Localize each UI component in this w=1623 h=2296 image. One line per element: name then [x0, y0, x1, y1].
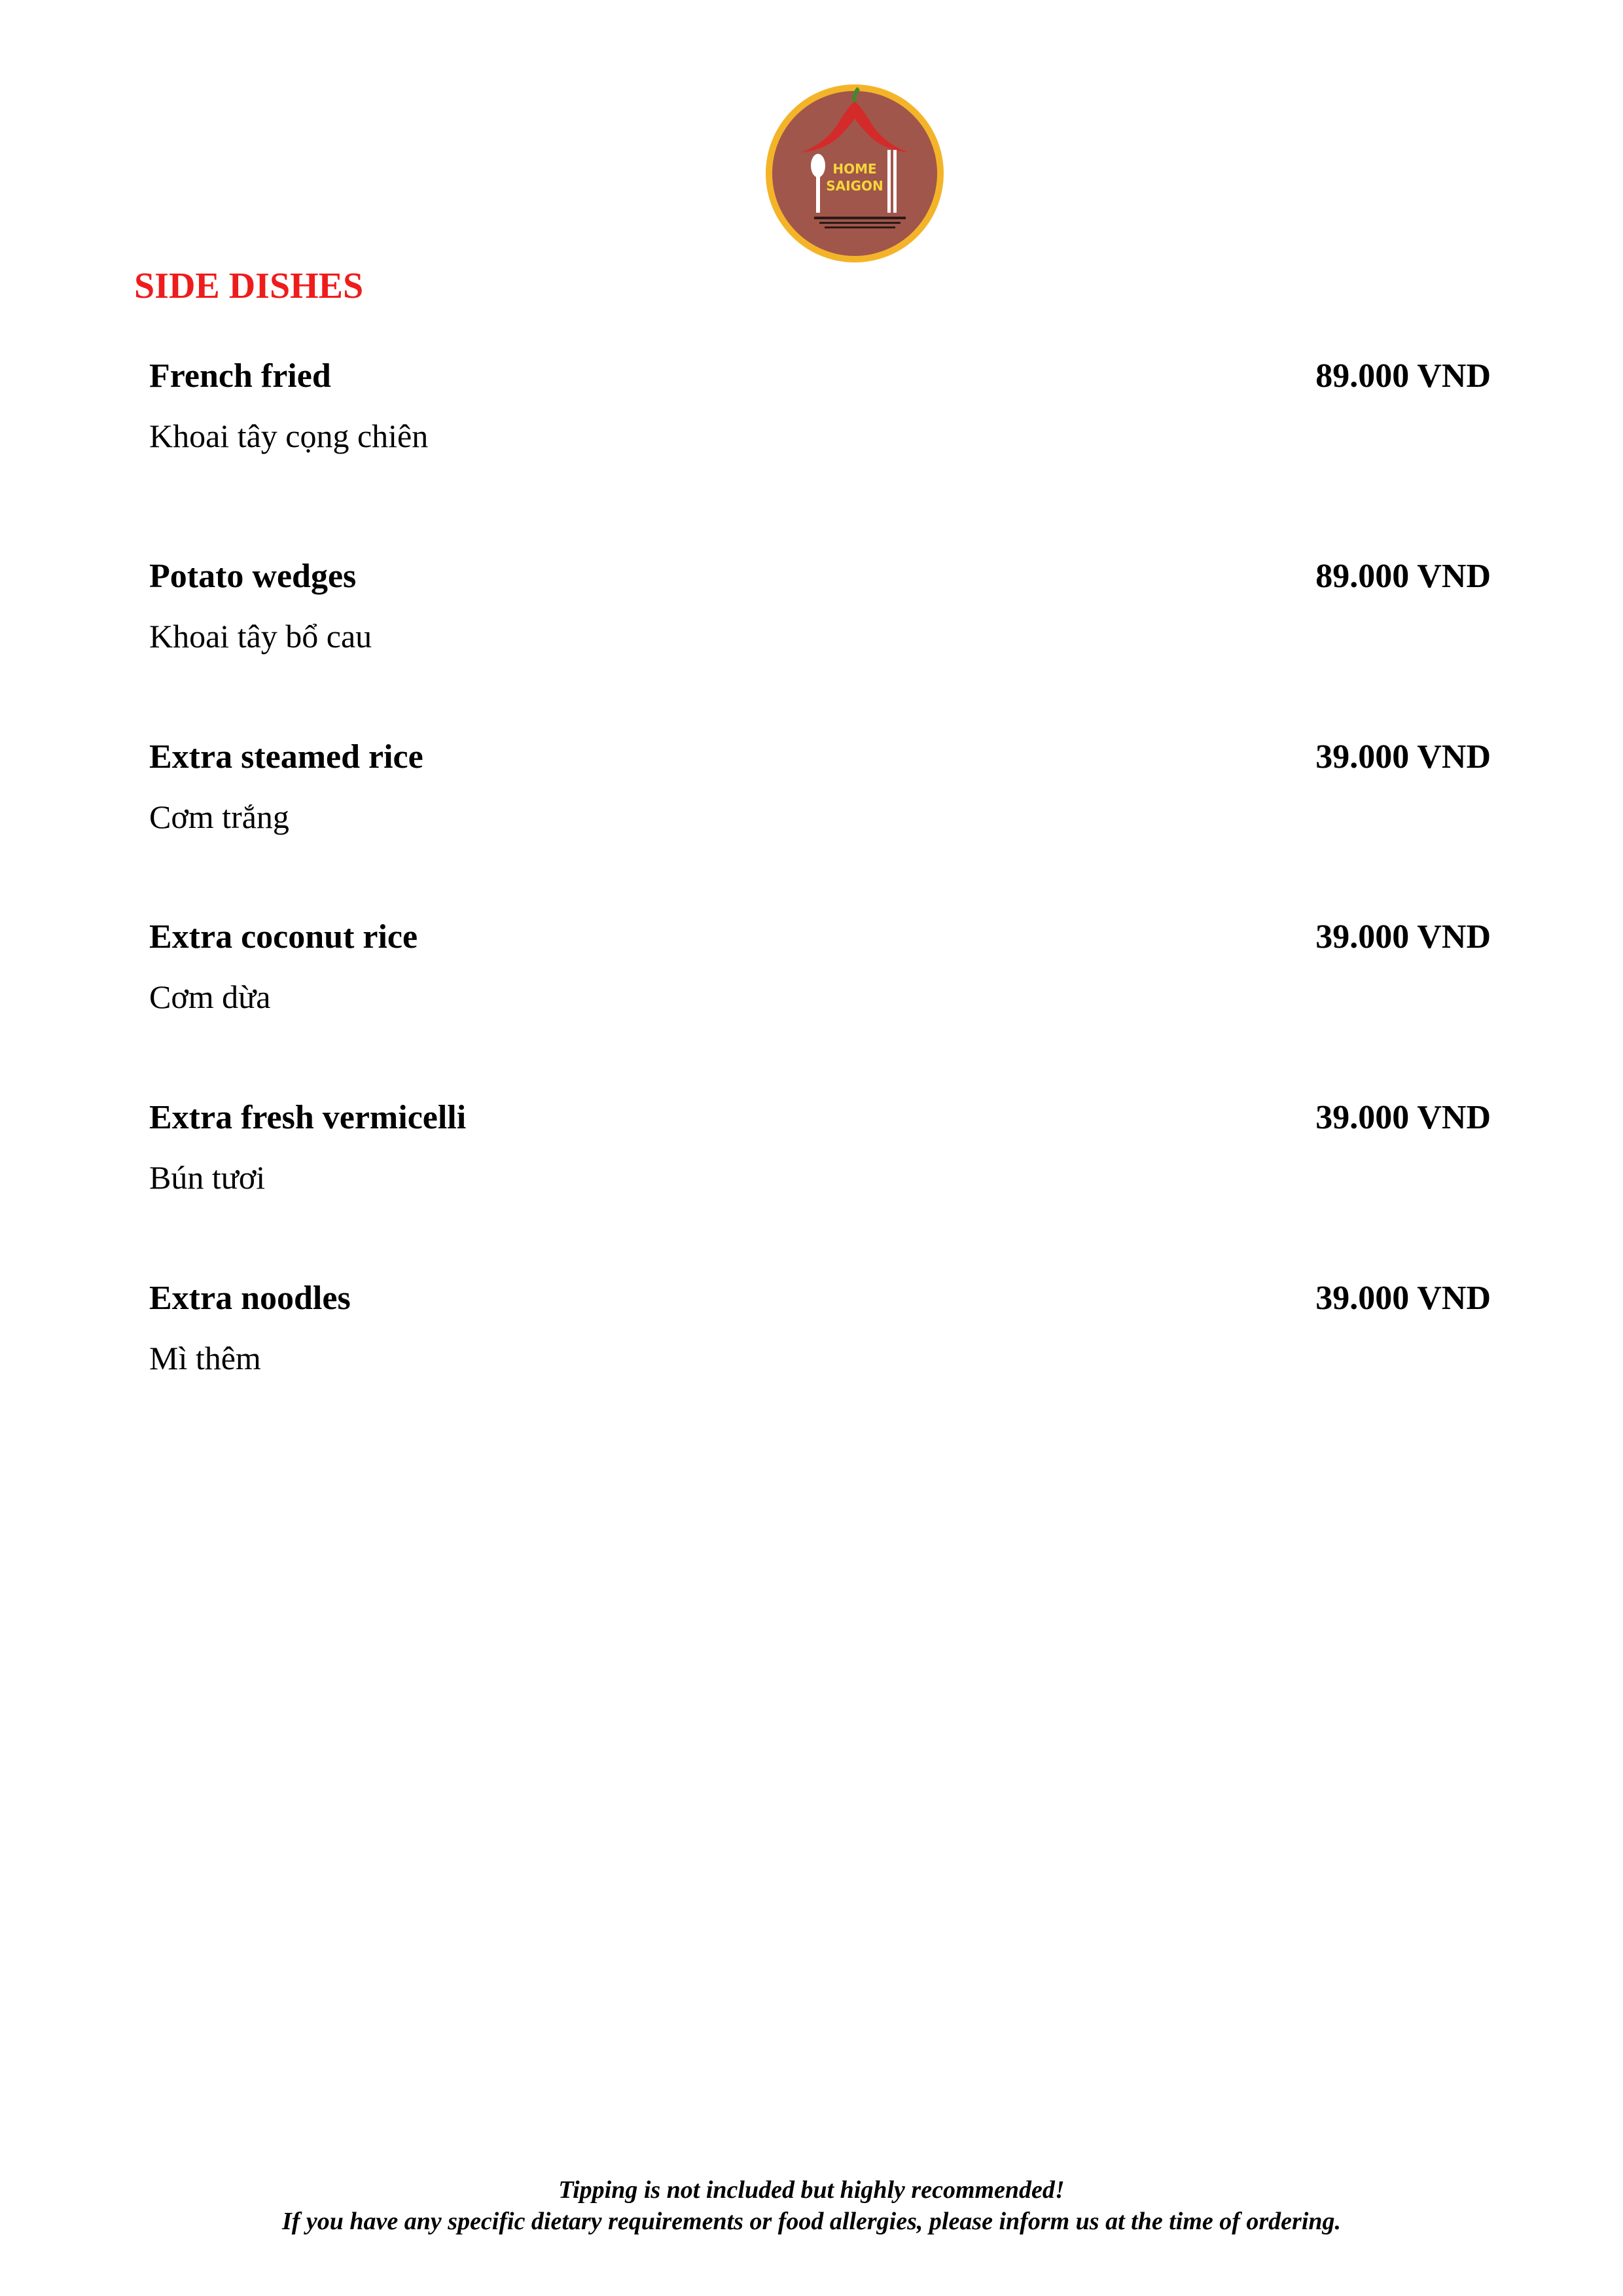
item-description: Khoai tây cọng chiên: [149, 418, 429, 454]
logo-text-line1: HOME: [832, 161, 877, 177]
footer-allergy-line: If you have any specific dietary requirements or food allergies, please inform us at the time of ordering.: [281, 2208, 1342, 2235]
item-name: Extra coconut rice: [149, 918, 418, 956]
item-description: Cơm trắng: [149, 798, 289, 835]
footer-tipping-line: Tipping is not included but highly recommended!: [558, 2176, 1065, 2204]
menu-item: [149, 357, 1491, 481]
item-price: 39.000 VND: [1315, 1099, 1491, 1136]
item-description: Cơm dừa: [149, 978, 271, 1015]
item-price: 89.000 VND: [1315, 558, 1491, 595]
logo-emblem-icon: [763, 82, 946, 265]
home-saigon-logo: [763, 82, 946, 265]
menu-item: [149, 1279, 1491, 1403]
item-name: French fried: [149, 357, 331, 395]
item-description: Khoai tây bổ cau: [149, 618, 372, 655]
footer-note: [0, 2174, 1623, 2237]
menu-item: [149, 557, 1491, 681]
item-name: Extra fresh vermicelli: [149, 1099, 467, 1136]
menu-item: [149, 1098, 1491, 1223]
section-title: SIDE DISHES: [134, 266, 364, 306]
item-price: 39.000 VND: [1315, 918, 1491, 956]
item-name: Extra steamed rice: [149, 738, 423, 776]
item-description: Bún tươi: [149, 1159, 266, 1196]
menu-item: [149, 738, 1491, 862]
item-description: Mì thêm: [149, 1340, 261, 1376]
item-price: 89.000 VND: [1315, 357, 1491, 395]
item-price: 39.000 VND: [1315, 1280, 1491, 1317]
item-price: 39.000 VND: [1315, 738, 1491, 776]
logo-text-line2: SAIGON: [826, 178, 883, 194]
item-name: Potato wedges: [149, 558, 357, 595]
item-name: Extra noodles: [149, 1280, 351, 1317]
menu-item: [149, 918, 1491, 1042]
